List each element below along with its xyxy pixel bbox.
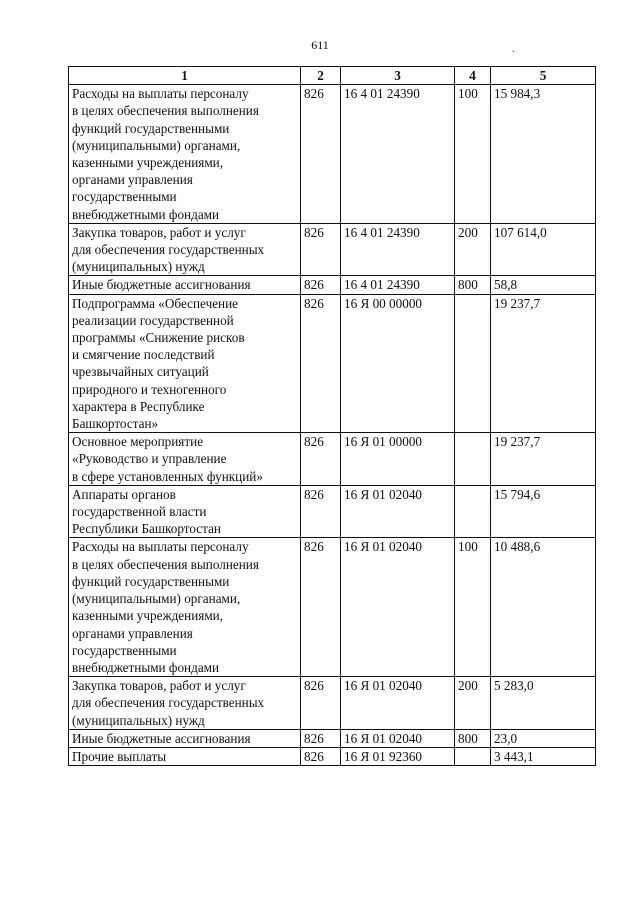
table-row xyxy=(69,747,596,765)
row-type: 200 xyxy=(455,223,491,276)
row-amount: 19 237,7 xyxy=(491,294,596,433)
row-article: 16 Я 01 00000 xyxy=(341,433,455,486)
row-amount: 5 283,0 xyxy=(491,677,596,730)
row-article: 16 Я 01 02040 xyxy=(341,677,455,730)
header-col-5: 5 xyxy=(491,67,596,85)
row-name: Иные бюджетные ассигнования xyxy=(69,729,301,747)
row-name: Закупка товаров, работ и услуг для обеспечения государственных (муниципальных) нужд xyxy=(69,677,301,730)
table-row xyxy=(69,276,596,294)
row-amount: 10 488,6 xyxy=(491,538,596,677)
row-name: Закупка товаров, работ и услуг для обеспечения государственных (муниципальных) нужд xyxy=(69,223,301,276)
row-type xyxy=(455,485,491,538)
row-amount: 23,0 xyxy=(491,729,596,747)
row-amount: 58,8 xyxy=(491,276,596,294)
row-article: 16 4 01 24390 xyxy=(341,276,455,294)
row-name: Расходы на выплаты персоналу в целях обеспечения выполнения функций государственными (муниципальными) органами, казенными учреждениями, органами управления государственными внебюджетными фондами xyxy=(69,538,301,677)
header-col-1: 1 xyxy=(69,67,301,85)
corner-mark: . xyxy=(512,44,515,55)
row-name: Расходы на выплаты персоналу в целях обеспечения выполнения функций государственными (муниципальными) органами, казенными учреждениями, органами управления государственными внебюджетными фондами xyxy=(69,85,301,224)
row-article: 16 Я 01 02040 xyxy=(341,485,455,538)
row-article: 16 Я 00 00000 xyxy=(341,294,455,433)
row-code: 826 xyxy=(301,729,341,747)
row-type xyxy=(455,294,491,433)
row-code: 826 xyxy=(301,538,341,677)
row-name: Аппараты органов государственной власти Республики Башкортостан xyxy=(69,485,301,538)
row-type: 800 xyxy=(455,729,491,747)
row-name: Основное мероприятие «Руководство и управление в сфере установленных функций» xyxy=(69,433,301,486)
row-amount: 3 443,1 xyxy=(491,747,596,765)
row-code: 826 xyxy=(301,85,341,224)
row-article: 16 4 01 24390 xyxy=(341,223,455,276)
row-name: Иные бюджетные ассигнования xyxy=(69,276,301,294)
row-name: Прочие выплаты xyxy=(69,747,301,765)
row-code: 826 xyxy=(301,677,341,730)
row-amount: 107 614,0 xyxy=(491,223,596,276)
table-row xyxy=(69,677,596,730)
row-article: 16 Я 01 92360 xyxy=(341,747,455,765)
table-row xyxy=(69,433,596,486)
row-amount: 15 794,6 xyxy=(491,485,596,538)
page-number: 611 xyxy=(311,38,329,52)
table-row xyxy=(69,294,596,433)
row-code: 826 xyxy=(301,485,341,538)
row-type: 100 xyxy=(455,85,491,224)
row-amount: 19 237,7 xyxy=(491,433,596,486)
row-code: 826 xyxy=(301,276,341,294)
header-col-4: 4 xyxy=(455,67,491,85)
row-article: 16 4 01 24390 xyxy=(341,85,455,224)
row-code: 826 xyxy=(301,223,341,276)
row-type: 100 xyxy=(455,538,491,677)
row-article: 16 Я 01 02040 xyxy=(341,538,455,677)
header-col-2: 2 xyxy=(301,67,341,85)
row-name: Подпрограмма «Обеспечение реализации государственной программы «Снижение рисков и смягчение последствий чрезвычайных ситуаций природного и техногенного характера в Республике Башкортостан» xyxy=(69,294,301,433)
row-code: 826 xyxy=(301,433,341,486)
row-amount: 15 984,3 xyxy=(491,85,596,224)
row-article: 16 Я 01 02040 xyxy=(341,729,455,747)
row-type: 800 xyxy=(455,276,491,294)
table-header-row xyxy=(69,67,596,85)
table-row xyxy=(69,538,596,677)
row-code: 826 xyxy=(301,294,341,433)
table-row xyxy=(69,485,596,538)
row-type: 200 xyxy=(455,677,491,730)
budget-table xyxy=(68,66,596,766)
row-code: 826 xyxy=(301,747,341,765)
table-row xyxy=(69,223,596,276)
row-type xyxy=(455,433,491,486)
table-row xyxy=(69,85,596,224)
header-col-3: 3 xyxy=(341,67,455,85)
row-type xyxy=(455,747,491,765)
table-row xyxy=(69,729,596,747)
